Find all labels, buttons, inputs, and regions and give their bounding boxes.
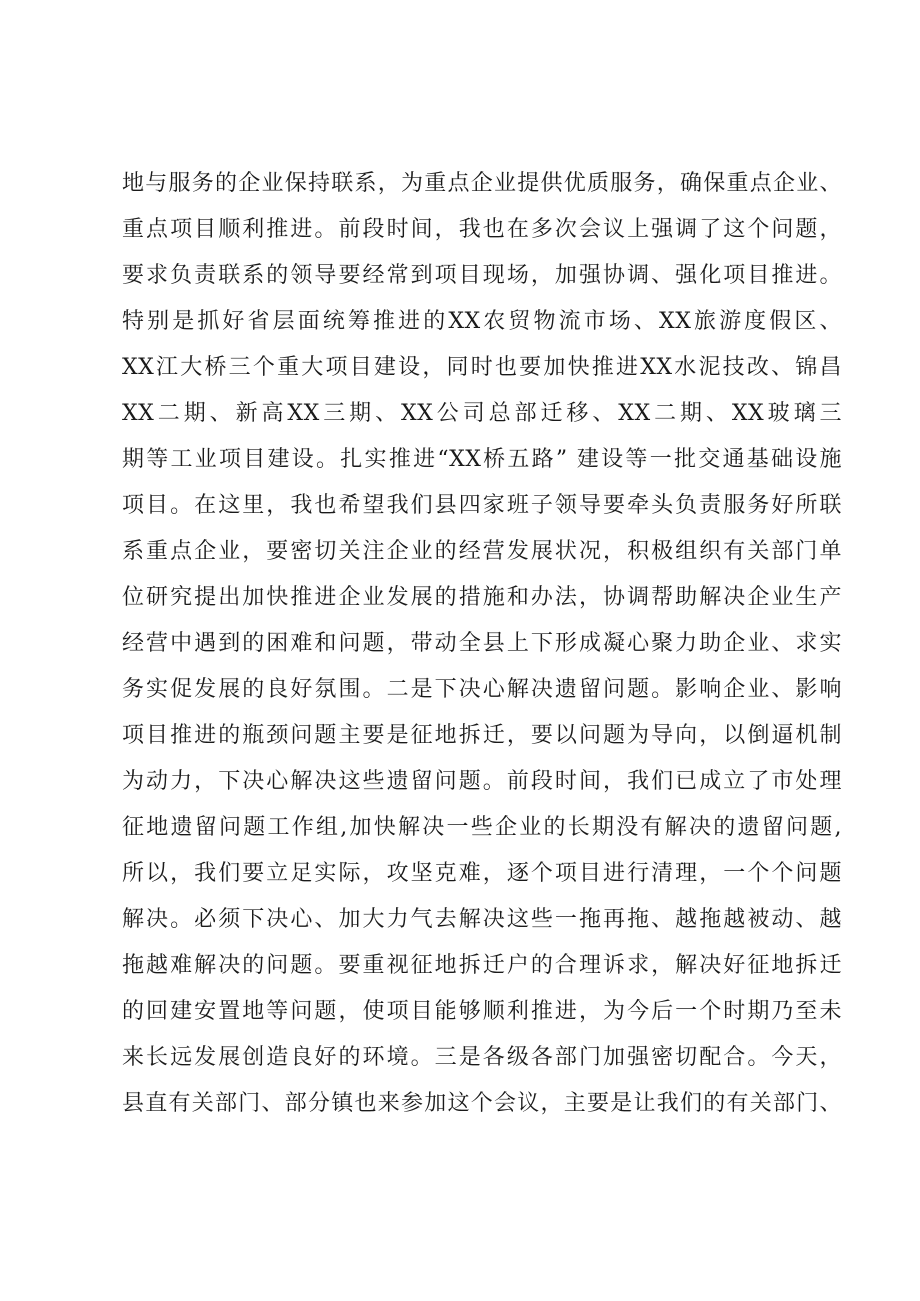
text-line: 解决。必须下决心、加大力气去解决这些一拖再拖、越拖越被动、越 (122, 907, 842, 932)
text-line: 位研究提出加快推进企业发展的措施和办法，协调帮助解决企业生产 (122, 585, 842, 610)
text-line: 拖越难解决的问题。要重视征地拆迁户的合理诉求，解决好征地拆迁 (122, 953, 842, 978)
text-line: 的回建安置地等问题，使项目能够顺利推进，为今后一个时期乃至未 (122, 999, 842, 1024)
text-line: 征地遗留问题工作组,加快解决一些企业的长期没有解决的遗留问题, (122, 815, 842, 840)
text-line: 务实促发展的良好氛围。二是下决心解决遗留问题。影响企业、影响 (122, 677, 842, 702)
text-line: 所以，我们要立足实际，攻坚克难，逐个项目进行清理，一个个问题 (122, 861, 842, 886)
text-line: 期等工业项目建设。扎实推进“XX桥五路” 建设等一批交通基础设施 (122, 447, 842, 472)
text-line: 项目。在这里，我也希望我们县四家班子领导要牵头负责服务好所联 (122, 493, 842, 518)
text-line: 重点项目顺利推进。前段时间，我也在多次会议上强调了这个问题， (122, 217, 842, 242)
body-text (122, 161, 842, 1127)
text-line: 县直有关部门、部分镇也来参加这个会议，主要是让我们的有关部门、 (122, 1091, 842, 1116)
text-line: 系重点企业，要密切关注企业的经营发展状况，积极组织有关部门单 (122, 539, 842, 564)
text-line: 地与服务的企业保持联系，为重点企业提供优质服务，确保重点企业、 (122, 171, 842, 196)
text-line: 项目推进的瓶颈问题主要是征地拆迁，要以问题为导向，以倒逼机制 (122, 723, 842, 748)
text-line: 经营中遇到的困难和问题，带动全县上下形成凝心聚力助企业、求实 (122, 631, 842, 656)
text-line: 为动力，下决心解决这些遗留问题。前段时间，我们已成立了市处理 (122, 769, 842, 794)
text-line: XX江大桥三个重大项目建设，同时也要加快推进XX水泥技改、锦昌 (122, 355, 842, 380)
text-line: 特别是抓好省层面统筹推进的XX农贸物流市场、XX旅游度假区、 (122, 309, 842, 334)
text-line: XX二期、新高XX三期、XX公司总部迁移、XX二期、XX玻璃三 (122, 401, 842, 426)
text-line: 来长远发展创造良好的环境。三是各级各部门加强密切配合。今天， (122, 1045, 842, 1070)
text-line: 要求负责联系的领导要经常到项目现场，加强协调、强化项目推进。 (122, 263, 842, 288)
